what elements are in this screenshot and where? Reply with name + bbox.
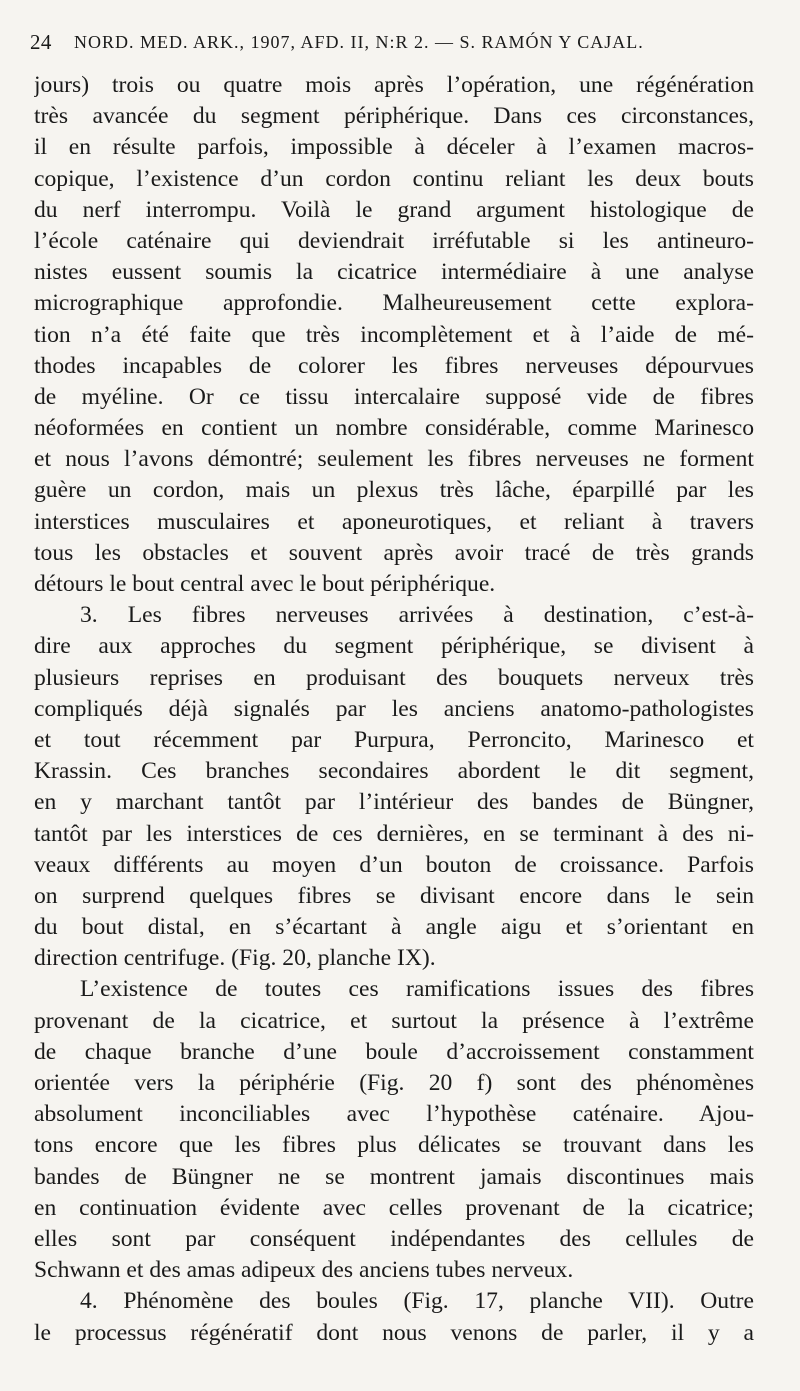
text-line: tantôt par les interstices de ces dernières, en se terminant à des ni- bbox=[34, 820, 754, 847]
text-line: 3. Les fibres nerveuses arrivées à destination, c’est-à- bbox=[80, 602, 754, 629]
text-line: L’existence de toutes ces ramifications issues des fibres bbox=[80, 976, 754, 1003]
text-line: en continuation évidente avec celles provenant de la cicatrice; bbox=[34, 1194, 754, 1221]
text-line: veaux différents au moyen d’un bouton de croissance. Parfois bbox=[34, 851, 754, 878]
text-line: le processus régénératif dont nous venons de parler, il y a bbox=[34, 1319, 754, 1346]
text-line: tons encore que les fibres plus délicates se trouvant dans les bbox=[34, 1132, 754, 1159]
running-head: NORD. MED. ARK., 1907, AFD. II, N:R 2. — S. RAMÓN Y CAJAL. bbox=[74, 32, 644, 52]
text-line: et tout récemment par Purpura, Perroncito, Marinesco et bbox=[34, 726, 754, 753]
text-line: 4. Phénomène des boules (Fig. 17, planche VII). Outre bbox=[80, 1288, 754, 1315]
text-line: tous les obstacles et souvent après avoir tracé de très grands bbox=[34, 539, 754, 566]
text-line: du nerf interrompu. Voilà le grand argument histologique de bbox=[34, 196, 754, 223]
text-line: plusieurs reprises en produisant des bouquets nerveux très bbox=[34, 664, 754, 691]
text-line: direction centrifuge. (Fig. 20, planche IX). bbox=[34, 945, 436, 972]
text-line: néoformées en contient un nombre considérable, comme Marinesco bbox=[34, 415, 754, 442]
text-line: elles sont par conséquent indépendantes des cellules de bbox=[34, 1225, 754, 1252]
page-number: 24 bbox=[30, 30, 52, 54]
text-line: l’école caténaire qui deviendrait irréfutable si les antineuro- bbox=[34, 227, 754, 254]
text-line: de myéline. Or ce tissu intercalaire supposé vide de fibres bbox=[34, 383, 754, 410]
text-line: tion n’a été faite que très incomplètement et à l’aide de mé- bbox=[34, 321, 754, 348]
text-line: Schwann et des amas adipeux des anciens tubes nerveux. bbox=[34, 1257, 574, 1284]
text-line: micrographique approfondie. Malheureusement cette explora- bbox=[34, 290, 754, 317]
text-line: Krassin. Ces branches secondaires abordent le dit segment, bbox=[34, 758, 754, 785]
text-line: très avancée du segment périphérique. Dans ces circonstances, bbox=[34, 103, 754, 130]
text-line: nistes eussent soumis la cicatrice intermédiaire à une analyse bbox=[34, 259, 754, 286]
text-line: guère un cordon, mais un plexus très lâche, éparpillé par les bbox=[34, 477, 754, 504]
text-line: et nous l’avons démontré; seulement les fibres nerveuses ne forment bbox=[34, 446, 754, 473]
text-line: dire aux approches du segment périphérique, se divisent à bbox=[34, 633, 754, 660]
text-line: thodes incapables de colorer les fibres nerveuses dépourvues bbox=[34, 352, 754, 379]
text-line: on surprend quelques fibres se divisant encore dans le sein bbox=[34, 882, 754, 909]
text-line: orientée vers la périphérie (Fig. 20 f) sont des phénomènes bbox=[34, 1070, 754, 1096]
text-line: bandes de Büngner ne se montrent jamais discontinues mais bbox=[34, 1163, 754, 1190]
text-line: de chaque branche d’une boule d’accroissement constamment bbox=[34, 1038, 754, 1065]
text-line: interstices musculaires et aponeurotiques, et reliant à travers bbox=[34, 508, 754, 535]
text-line: détours le bout central avec le bout périphérique. bbox=[34, 571, 496, 597]
page-header bbox=[30, 30, 770, 60]
text-line: jours) trois ou quatre mois après l’opération, une régénération bbox=[34, 72, 754, 98]
body-text bbox=[34, 70, 754, 1349]
text-line: il en résulte parfois, impossible à déceler à l’examen macros- bbox=[34, 134, 754, 161]
text-line: copique, l’existence d’un cordon continu reliant les deux bouts bbox=[34, 165, 754, 192]
text-line: absolument inconciliables avec l’hypothèse caténaire. Ajou- bbox=[34, 1101, 754, 1128]
text-line: du bout distal, en s’écartant à angle aigu et s’orientant en bbox=[34, 914, 754, 941]
text-line: en y marchant tantôt par l’intérieur des bandes de Büngner, bbox=[34, 789, 754, 816]
text-line: compliqués déjà signalés par les anciens anatomo-pathologistes bbox=[34, 695, 754, 722]
text-line: provenant de la cicatrice, et surtout la présence à l’extrême bbox=[34, 1007, 754, 1034]
